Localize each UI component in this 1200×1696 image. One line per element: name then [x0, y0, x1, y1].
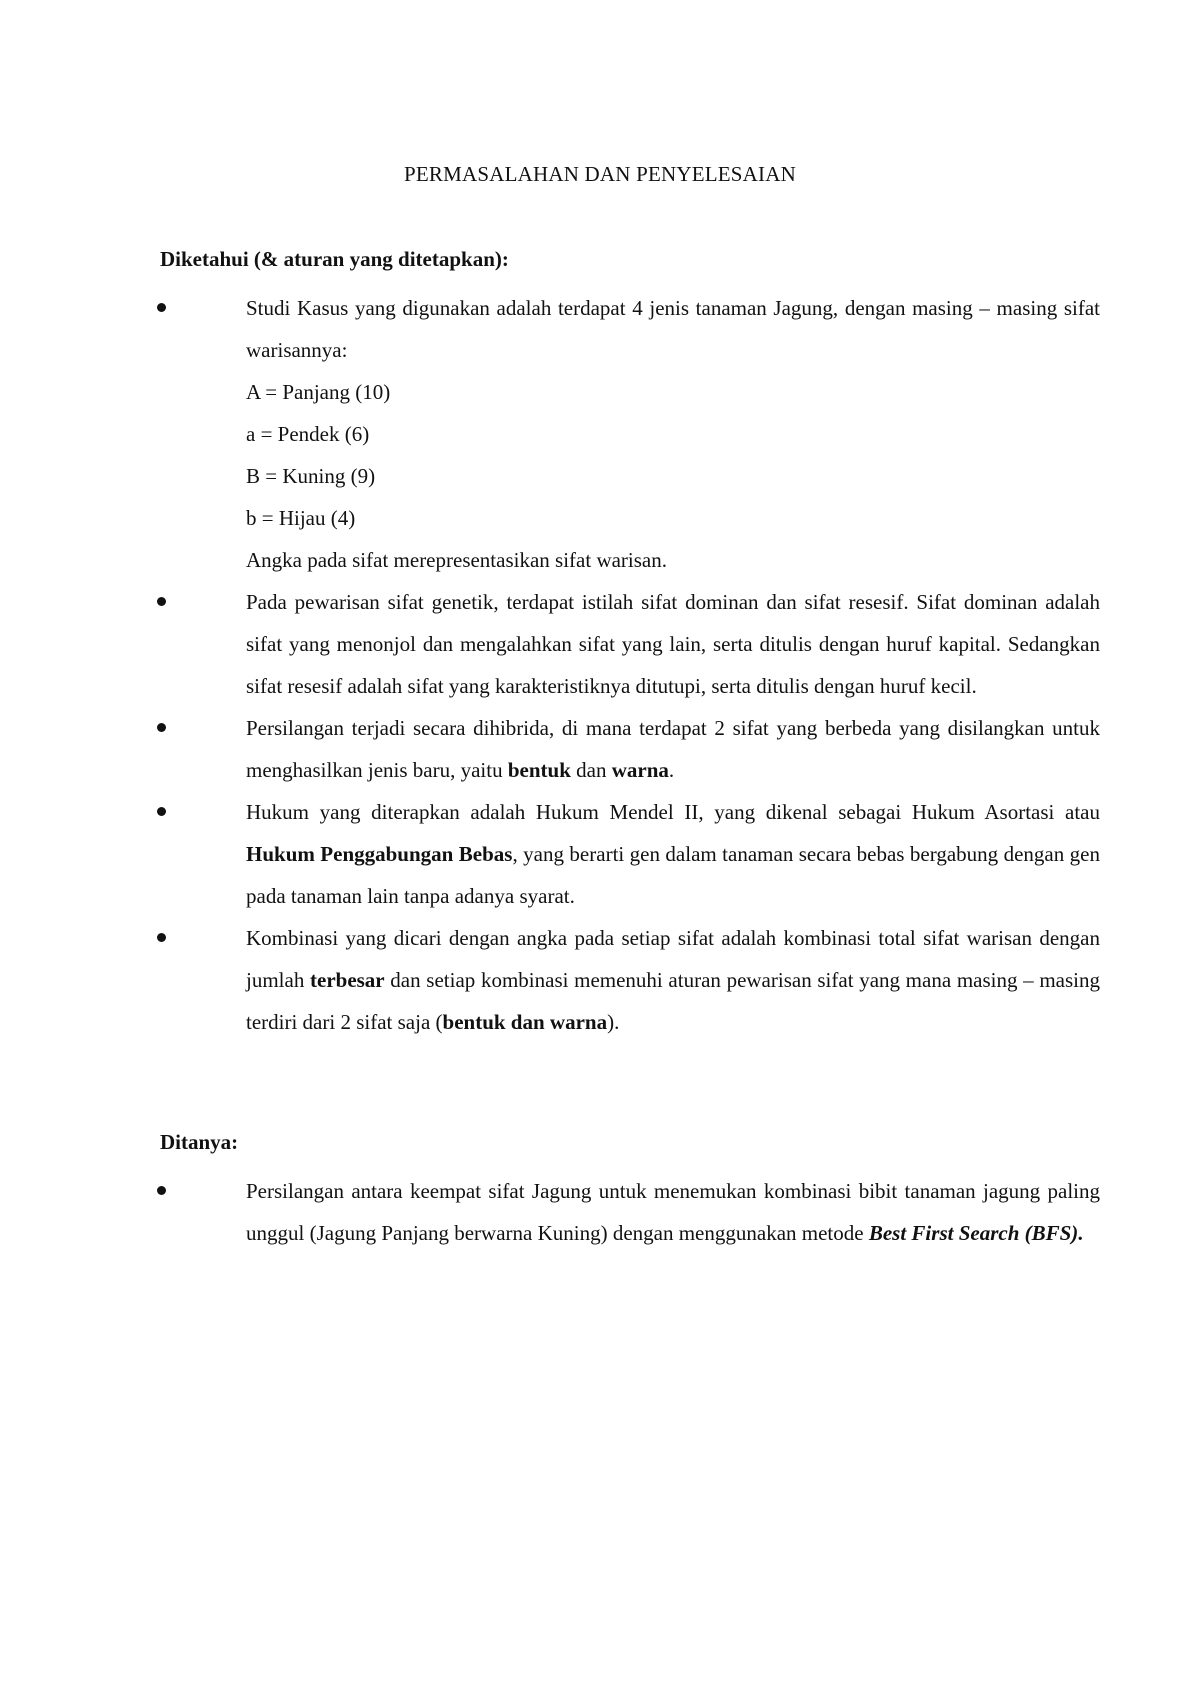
text-segment: . [1078, 1221, 1084, 1245]
section-heading-diketahui: Diketahui (& aturan yang ditetapkan): [160, 247, 509, 271]
text-segment: Hukum yang diterapkan adalah Hukum Mendel II, yang dikenal sebagai Hukum Asortasi atau [246, 800, 1100, 824]
text-segment: . [668, 758, 675, 782]
trait-note: Angka pada sifat merepresentasikan sifat warisan. [246, 548, 668, 572]
bullet-icon [157, 303, 166, 312]
bold-term: terbesar [310, 968, 385, 992]
bold-term: bentuk dan warna [442, 1010, 608, 1034]
section-heading-ditanya: Ditanya: [160, 1130, 239, 1154]
list-item [0, 791, 1200, 917]
bold-term: warna [611, 758, 669, 782]
list-item-text [246, 791, 1100, 917]
text-segment: Persilangan terjadi secara dihibrida, di mana terdapat 2 sifat yang berbeda yang disilangkan untuk menghasilkan jenis baru, yaitu [246, 716, 1100, 782]
list-item-text [246, 917, 1100, 1043]
list-item [0, 707, 1200, 791]
trait-line: a = Pendek (6) [246, 422, 370, 446]
bold-term: Hukum Penggabungan Bebas [246, 842, 513, 866]
text-segment: dan setiap kombinasi memenuhi aturan pewarisan sifat yang mana masing – masing terdiri dari 2 sifat saja ( [246, 968, 1100, 1034]
trait-line: b = Hijau (4) [246, 506, 356, 530]
bullet-icon [157, 1186, 166, 1195]
bullet-icon [157, 597, 166, 606]
text-segment: Persilangan antara keempat sifat Jagung untuk menemukan kombinasi bibit tanaman jagung paling unggul (Jagung Panjang berwarna Kuning) dengan menggunakan metode [246, 1179, 1100, 1245]
list-item [0, 287, 1200, 581]
text-segment: dan [570, 758, 612, 782]
text-segment: ). [607, 1010, 620, 1034]
bullet-icon [157, 723, 166, 732]
ditanya-list [0, 1170, 1200, 1254]
list-item-text: Pada pewarisan sifat genetik, terdapat istilah sifat dominan dan sifat resesif. Sifat dominan adalah sifat yang menonjol dan mengalahkan sifat yang lain, serta ditulis dengan huruf kapital. Sedangkan sifat resesif adalah sifat yang karakteristiknya ditutupi, serta ditulis dengan huruf kecil. [246, 590, 1100, 698]
method-name: Best First Search (BFS) [868, 1221, 1079, 1245]
bullet-icon [157, 807, 166, 816]
text-segment: , yang berarti gen dalam tanaman secara bebas bergabung dengan gen pada tanaman lain tanpa adanya syarat. [246, 842, 1100, 908]
text-segment: Kombinasi yang dicari dengan angka pada setiap sifat adalah kombinasi total sifat warisan dengan jumlah [246, 926, 1100, 992]
list-item [0, 1170, 1200, 1254]
bullet-icon [157, 933, 166, 942]
trait-line: B = Kuning (9) [246, 464, 376, 488]
list-item [0, 581, 1200, 707]
list-item-text [246, 1170, 1100, 1254]
trait-line: A = Panjang (10) [246, 380, 391, 404]
list-item-text: Studi Kasus yang digunakan adalah terdapat 4 jenis tanaman Jagung, dengan masing – masing sifat warisannya: [246, 296, 1100, 362]
list-item-text [246, 707, 1100, 791]
list-item [0, 917, 1200, 1043]
diketahui-list [0, 287, 1200, 1043]
bold-term: bentuk [507, 758, 571, 782]
document-title: PERMASALAHAN DAN PENYELESAIAN [404, 162, 796, 186]
